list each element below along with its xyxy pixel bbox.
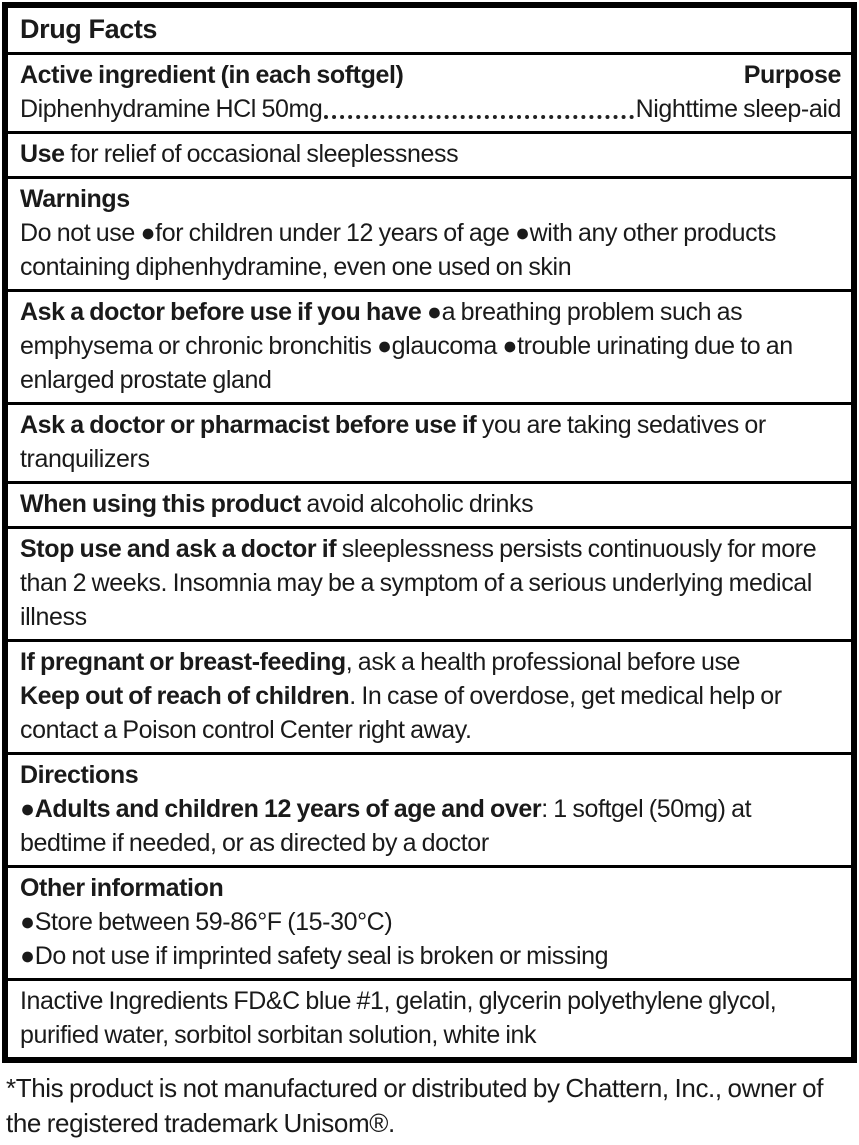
ask-doctor-text (20, 295, 841, 397)
stop-use-rest: sleeplessness persists continuously for more than 2 weeks. Insomnia may be a symptom of a serious underlying medical illness (20, 535, 817, 631)
warnings-body: Do not use ●for children under 12 years of age ●with any other products containing diphenhydramine, even one used on skin (20, 219, 776, 281)
when-using-rest: avoid alcoholic drinks (300, 490, 534, 518)
trademark-footnote: *This product is not manufactured or distributed by Chattern, Inc., owner of the registered trademark Unisom®. (6, 1073, 824, 1138)
use-text (20, 137, 841, 171)
directions-text (20, 792, 841, 860)
active-ingredient-row (20, 92, 841, 126)
keep-out-lead: Keep out of reach of children (20, 682, 350, 710)
drug-facts-panel (2, 2, 857, 1063)
section-stop-use (8, 529, 851, 642)
section-use (8, 134, 851, 179)
ask-doctor-rest: ●a breathing problem such as emphysema or chronic bronchitis ●glaucoma ●trouble urinating due to an enlarged prostate gland (20, 298, 793, 394)
pregnant-lead: If pregnant or breast-feeding (20, 648, 346, 676)
section-ask-doctor (8, 292, 851, 405)
section-ask-doctor-pharmacist (8, 405, 851, 484)
purpose-heading: Purpose (743, 61, 841, 89)
drug-facts-title: Drug Facts (20, 14, 158, 44)
directions-bullet-lead: ●Adults and children 12 years of age and over (20, 795, 542, 823)
directions-bullet-rest: : 1 softgel (50mg) at bedtime if needed, or as directed by a doctor (20, 795, 752, 857)
section-inactive-ingredients (8, 981, 851, 1057)
ingredient-name: Diphenhydramine HCl 50mg (20, 95, 323, 123)
stop-use-lead: Stop use and ask a doctor if (20, 535, 337, 563)
ask-doctor-pharmacist-lead: Ask a doctor or pharmacist before use if (20, 411, 477, 439)
ask-doctor-lead: Ask a doctor before use if you have (20, 298, 422, 326)
when-using-text (20, 487, 841, 521)
section-pregnancy-keep-out (8, 642, 851, 755)
other-information-bullet-storage: ●Store between 59-86°F (15-30°C) (20, 908, 393, 936)
pregnant-text (20, 645, 841, 679)
section-other-information (8, 868, 851, 981)
section-active-ingredient (8, 55, 851, 134)
section-directions (8, 755, 851, 868)
ingredient-purpose: Nighttime sleep-aid (635, 95, 841, 123)
warnings-heading: Warnings (20, 185, 130, 213)
other-information-bullet-seal: ●Do not use if imprinted safety seal is broken or missing (20, 942, 609, 970)
section-warnings (8, 179, 851, 292)
other-information-heading: Other information (20, 874, 224, 902)
active-ingredient-header (20, 58, 841, 92)
dotted-leader (324, 115, 633, 119)
directions-heading: Directions (20, 761, 139, 789)
active-ingredient-heading: Active ingredient (in each softgel) (20, 61, 404, 89)
section-title (8, 8, 851, 55)
use-lead: Use (20, 140, 65, 168)
pregnant-rest: , ask a health professional before use (345, 648, 741, 676)
section-when-using (8, 484, 851, 529)
use-rest: for relief of occasional sleeplessness (64, 140, 459, 168)
stop-use-text (20, 532, 841, 634)
keep-out-text (20, 679, 841, 747)
inactive-ingredients-text: Inactive Ingredients FD&C blue #1, gelatin, glycerin polyethylene glycol, purified water, sorbitol sorbitan solution, white ink (20, 987, 777, 1049)
ask-doctor-pharmacist-text (20, 408, 841, 476)
when-using-lead: When using this product (20, 490, 301, 518)
keep-out-rest: . In case of overdose, get medical help or contact a Poison control Center right away. (20, 682, 782, 744)
ask-doctor-pharmacist-rest: you are taking sedatives or tranquilizers (20, 411, 766, 473)
